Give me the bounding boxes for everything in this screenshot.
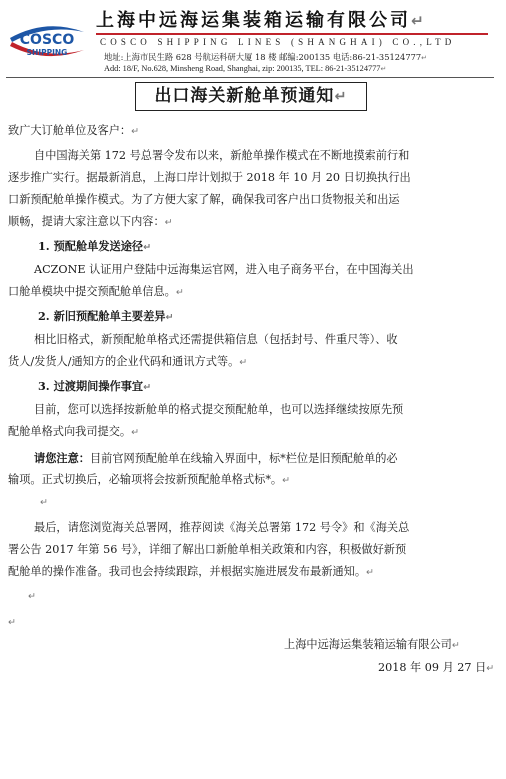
section3-heading: 3. 过渡期间操作事宜↵	[38, 379, 152, 393]
para1-line: 逐步推广实行。据最新消息，上海口岸计划拟于 2018 年 10 月 20 日切换执行出	[8, 171, 411, 184]
para1-line: 顺畅，提请大家注意以下内容：↵	[8, 215, 173, 228]
closing-line: 最后，请您浏览海关总署网，推荐阅读《海关总署第 172 号令》和《海关总	[34, 521, 410, 534]
cosco-shipping-logo	[6, 20, 88, 64]
empty-paragraph: ↵	[8, 617, 16, 628]
notice-line: 输项。正式切换后，必输项将会按新预配舱单格式标*。↵	[8, 473, 291, 486]
address-cn: 地址:上海市民生路 628 号航运科研大厦 18 楼 邮编:200135 电话:86-21-35124777↵	[104, 52, 428, 62]
section1-line: ACZONE 认证用户登陆中远海集运官网，进入电子商务平台，在中国海关出	[34, 263, 414, 276]
greeting: 致广大订舱单位及客户：↵	[8, 124, 140, 137]
section1-heading: 1. 预配舱单发送途径↵	[38, 239, 152, 253]
section3-line: 配舱单格式向我司提交。↵	[8, 425, 140, 438]
empty-paragraph: ↵	[28, 591, 36, 602]
signature-date: 2018 年 09 月 27 日↵	[378, 661, 495, 674]
letterhead-red-rule	[96, 33, 488, 35]
logo-text-top: COSCO	[19, 32, 75, 48]
signature-company: 上海中远海运集装箱运输有限公司↵	[284, 638, 460, 651]
address-en: Add: 18/F, No.628, Minsheng Road, Shanghai, zip: 200135, TEL: 86-21-35124777↵	[104, 64, 387, 73]
para1-line: 口新预配舱单操作模式。为了方便大家了解，确保我司客户出口货物报关和出运	[8, 193, 400, 206]
empty-paragraph: ↵	[40, 497, 48, 508]
section3-line: 目前，您可以选择按新舱单的格式提交预配舱单，也可以选择继续按原先预	[34, 403, 404, 416]
section1-line: 口舱单模块中提交预配舱单信息。↵	[8, 285, 184, 298]
company-name-en: COSCO SHIPPING LINES (SHANGHAI) CO.,LTD	[100, 37, 456, 47]
closing-line: 配舱单的操作准备。我司也会持续跟踪，并根据实施进展发布最新通知。↵	[8, 565, 374, 578]
notice-label: 请您注意：	[34, 451, 90, 465]
logo-text-bottom: SHIPPING	[26, 48, 68, 57]
notice-line: 请您注意：目前官网预配舱单在线输入界面中，标*栏位是旧预配舱单的必	[34, 451, 398, 465]
company-name-cn: 上海中远海运集装箱运输有限公司↵	[96, 10, 427, 31]
section2-line: 货人/发货人/通知方的企业代码和通讯方式等。↵	[8, 355, 248, 368]
para1-line: 自中国海关第 172 号总署令发布以来，新舱单操作模式在不断地摸索前行和	[34, 149, 410, 162]
section2-heading: 2. 新旧预配舱单主要差异↵	[38, 309, 174, 323]
closing-line: 署公告 2017 年第 56 号》，详细了解出口新舱单相关政策和内容，积极做好新预	[8, 543, 407, 556]
section2-line: 相比旧格式，新预配舱单格式还需提供箱信息（包括封号、件重尺等）、收	[34, 333, 398, 346]
letterhead-divider	[6, 77, 494, 78]
notice-title: 出口海关新舱单预通知↵	[135, 82, 367, 111]
